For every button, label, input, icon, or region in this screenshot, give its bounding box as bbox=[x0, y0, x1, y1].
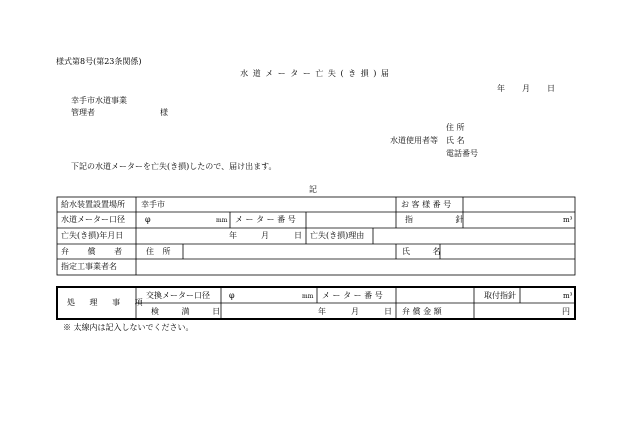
applicant-user-label: 水道使用者等 bbox=[390, 136, 438, 145]
compensation-yen-unit: 円 bbox=[562, 307, 570, 316]
note-mark: 記 bbox=[309, 185, 317, 194]
location-value[interactable]: 幸手市 bbox=[141, 200, 165, 209]
date-month: 月 bbox=[522, 84, 530, 93]
meter-caliber-phi: φ bbox=[145, 215, 151, 224]
loss-reason-label: 亡失(き損)理由 bbox=[310, 231, 365, 240]
customer-number-label: お 客 様 番 号 bbox=[401, 200, 452, 209]
date-day: 日 bbox=[547, 84, 555, 93]
form-number: 様式第8号(第23条関係) bbox=[56, 57, 142, 66]
meter-number-label: メ ー タ ー 番 号 bbox=[235, 215, 296, 224]
compensation-amount-field[interactable] bbox=[476, 306, 556, 318]
contractor-field[interactable] bbox=[138, 261, 573, 273]
inspection-date-month: 月 bbox=[351, 307, 359, 316]
applicant-address-label: 住 所 bbox=[446, 123, 465, 132]
exchange-caliber-phi: φ bbox=[229, 291, 235, 300]
loss-date-label: 亡失(き損)年月日 bbox=[61, 231, 124, 240]
recipient-org: 幸手市水道事業 bbox=[71, 96, 127, 105]
exchange-caliber-label: 交換メーター口径 bbox=[146, 291, 210, 300]
meter-caliber-unit: mm bbox=[216, 217, 228, 224]
location-label: 給水装置設置場所 bbox=[61, 200, 125, 209]
loss-date-day: 日 bbox=[294, 231, 302, 240]
processing-section-label: 処 理 事 項 bbox=[67, 298, 149, 307]
meter-caliber-label: 水道メーター口径 bbox=[61, 215, 125, 224]
footnote: ※ 太線内は記入しないでください。 bbox=[63, 323, 194, 332]
compensator-address-label: 住 所 bbox=[146, 247, 174, 256]
loss-date-month: 月 bbox=[261, 231, 269, 240]
compensator-name-field[interactable] bbox=[442, 246, 573, 258]
install-reading-label: 取付指針 bbox=[484, 291, 516, 300]
recipient-manager: 管理者 bbox=[71, 108, 95, 117]
compensator-address-field[interactable] bbox=[185, 246, 394, 258]
contractor-label: 指定工事業者名 bbox=[61, 262, 117, 271]
meter-reading-label: 指 針 bbox=[405, 215, 484, 224]
meter-number-field[interactable] bbox=[308, 214, 394, 226]
loss-date-year: 年 bbox=[229, 231, 237, 240]
date-year: 年 bbox=[497, 84, 505, 93]
exchange-meter-number-field[interactable] bbox=[398, 290, 472, 302]
form-title: 水 道 メ ー タ ー 亡 失 ( き 損 ) 届 bbox=[240, 69, 390, 78]
recipient-honorific: 様 bbox=[160, 108, 168, 117]
compensator-label: 弁 償 者 bbox=[61, 247, 131, 256]
applicant-name-label: 氏 名 bbox=[446, 136, 465, 145]
exchange-meter-number-label: メ ー タ ー 番 号 bbox=[322, 291, 383, 300]
compensation-amount-label: 弁 償 金 額 bbox=[402, 307, 442, 316]
applicant-phone-label: 電話番号 bbox=[446, 149, 478, 158]
install-reading-unit: m³ bbox=[563, 292, 573, 300]
inspection-date-day: 日 bbox=[384, 307, 392, 316]
loss-reason-field[interactable] bbox=[375, 230, 573, 242]
customer-number-field[interactable] bbox=[465, 199, 573, 211]
meter-reading-unit: m³ bbox=[563, 216, 573, 224]
inspection-date-year: 年 bbox=[318, 307, 326, 316]
inspection-date-label: 検 満 日 bbox=[151, 307, 231, 316]
statement-text: 下記の水道メーターを亡失(き損)したので、届け出ます。 bbox=[71, 162, 277, 171]
exchange-caliber-unit: mm bbox=[302, 293, 314, 300]
compensator-name-label: 氏 名 bbox=[402, 247, 451, 256]
